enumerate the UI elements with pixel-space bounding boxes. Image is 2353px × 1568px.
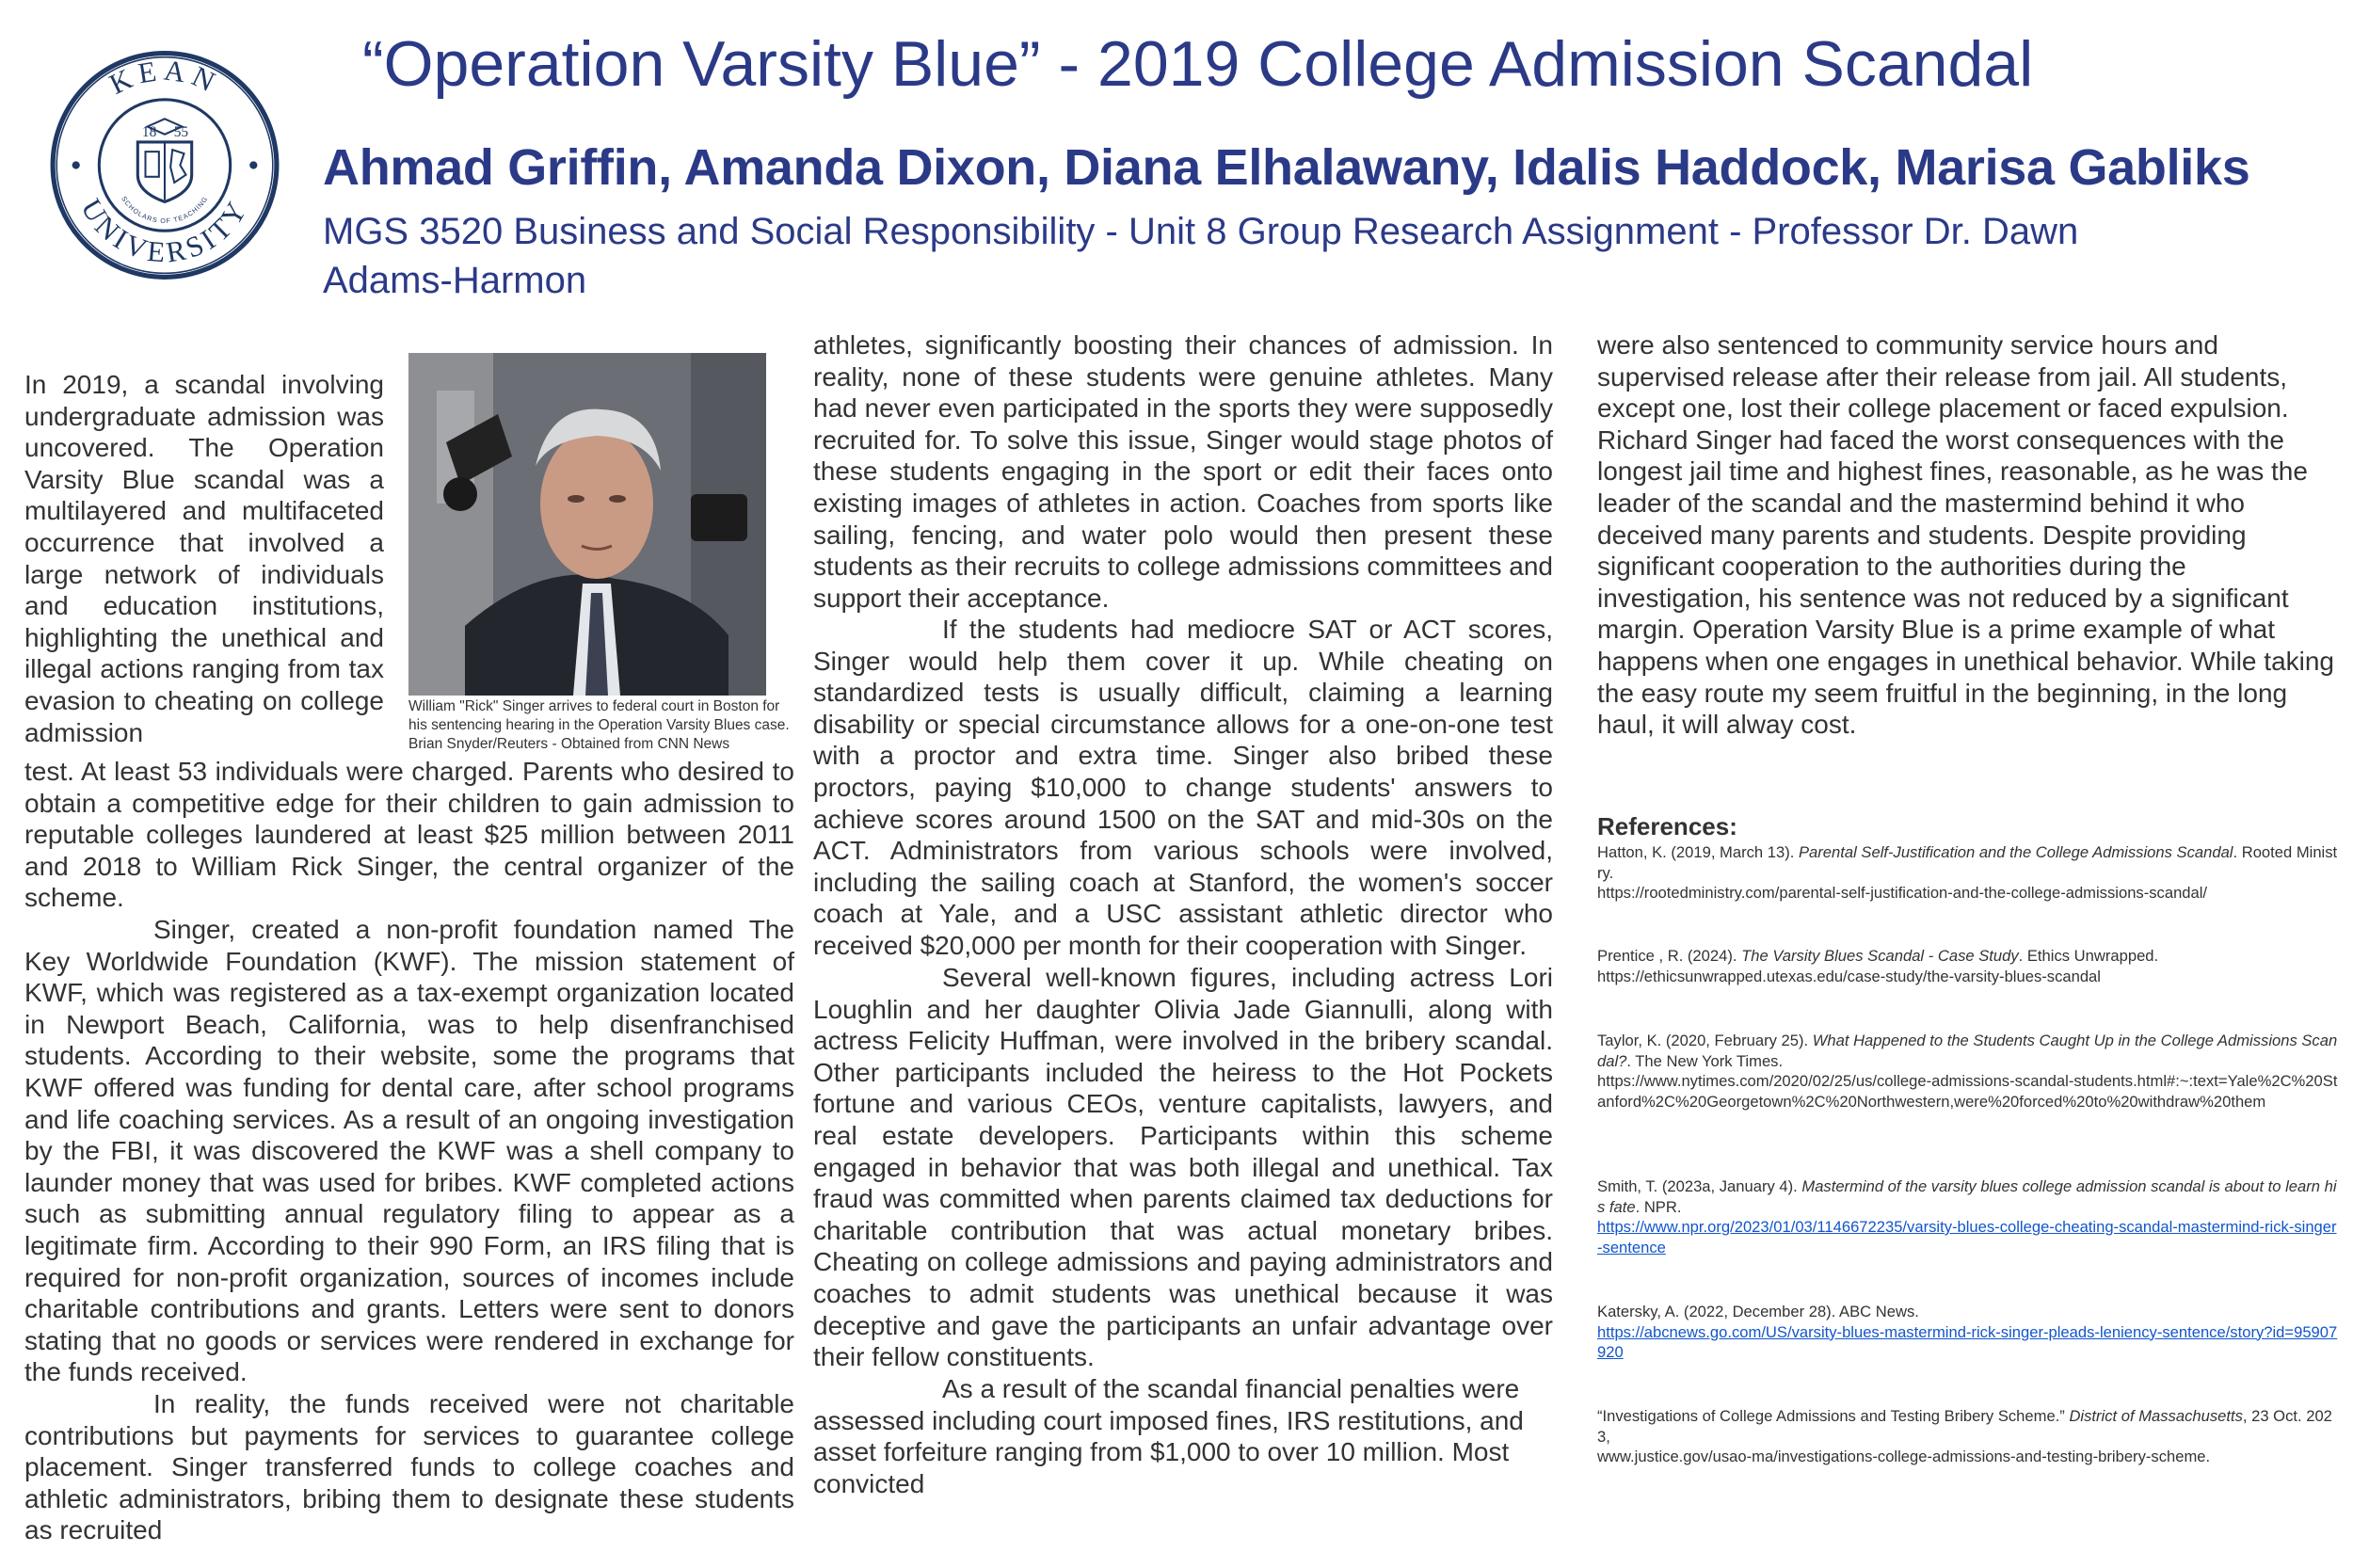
- col1-paragraph-2: Singer, created a non-profit foundation named The Key Worldwide Foundation (KWF). The mission statement of KWF, which was registered as a tax-exempt organization located in Newport Beach, California, was to help disenfranchised students. According to their website, some the programs that KWF offered was funding for dental care, after school programs and life coaching services. As a result of an ongoing investigation by the FBI, it was discovered the KWF was a shell company to launder money that was used for bribes. KWF completed actions such as submitting annual regulatory filing to appear as a legitimate firm. According to their 990 Form, an IRS filing that is required for non-profit organization, sources of incomes include charitable contributions and grants. Letters were sent to donors stating that no goods or services were rendered in exchange for the funds received.: [24, 915, 794, 1387]
- col3-paragraph-1: were also sentenced to community service hours and supervised release after their release from jail. All students, except one, lost their college placement or faced expulsion. Richard Singer had faced the worst consequences with the longest jail time and highest fines, reasonable, as he was the leader of the scandal and the mastermind behind it who deceived many parents and students. Despite providing significant cooperation to the authorities during the investigation, his sentence was not reduced by a significant margin. Operation Varsity Blue is a prime example of what happens when one engages in unethical behavior. While taking the easy route my seem fruitful in the beginning, in the long haul, it will alway cost.: [1597, 330, 2335, 740]
- reference-item-katersky: Katersky, A. (2022, December 28). ABC News. https://abcnews.go.com/US/varsity-blues-mastermind-rick-singer-pleads-leniency-sentence/story?id=95907920: [1597, 1303, 2338, 1361]
- reference-item-prentice: Prentice , R. (2024). The Varsity Blues Scandal - Case Study. Ethics Unwrapped. https://ethicsunwrapped.utexas.edu/case-study/the-varsity-blues-scandal: [1597, 947, 2159, 985]
- reference-url: https://www.nytimes.com/2020/02/25/us/college-admissions-scandal-students.html#:~:text=Yale%2C%20Stanford%2C%20Georgetown%2C%20Northwestern,were%20forced%20to%20withdraw%20them: [1597, 1072, 2338, 1111]
- logo-inner-text: SCHOLARS OF TEACHING: [120, 195, 210, 226]
- col1-paragraph-1-continued: test. At least 53 individuals were charged. Parents who desired to obtain a competitive edge for their children to gain admission to reputable colleges laundered at least $25 million between 2011 and 2018 to William Rick Singer, the central organizer of the scheme.: [24, 757, 794, 913]
- logo-year-left: 18: [141, 123, 157, 140]
- col2-paragraph-4: As a result of the scandal financial penalties were assessed including court imposed fines, IRS restitutions, and asset forfeiture ranging from $1,000 to over 10 million. Most convicted: [813, 1374, 1524, 1498]
- reference-item-hatton: Hatton, K. (2019, March 13). Parental Self-Justification and the College Admissions Scandal. Rooted Ministry. https://rootedministry.com/parental-self-justification-and-the-college-admissions-scandal/: [1597, 843, 2338, 902]
- reference-item-justice-gov: “Investigations of College Admissions and Testing Bribery Scheme.” District of Massachusetts, 23 Oct. 2023, www.justice.gov/usao-ma/investigations-college-admissions-and-testing-bribery-scheme.: [1597, 1407, 2332, 1465]
- poster-course-line: MGS 3520 Business and Social Responsibility - Unit 8 Group Research Assignment - Professor Dr. Dawn Adams-Harmon: [323, 211, 2079, 301]
- rick-singer-court-photo: [408, 353, 766, 696]
- col1-intro-paragraph: In 2019, a scandal involving undergraduate admission was uncovered. The Operation Varsity Blue scandal was a multilayered and multifaceted occurrence that involved a large network of individuals and education institutions, highlighting the unethical and illegal actions ranging from tax evasion to cheating on college admission: [24, 370, 384, 747]
- reference-url: https://rootedministry.com/parental-self-justification-and-the-college-admissions-scandal/: [1597, 884, 2208, 902]
- logo-year-right: 55: [173, 123, 189, 140]
- references-heading: References:: [1597, 812, 1737, 840]
- reference-item-taylor: Taylor, K. (2020, February 25). What Happened to the Students Caught Up in the College Admissions Scandal?. The New York Times. https://www.nytimes.com/2020/02/25/us/college-admissions-scandal-students.html#:~:text=Yale%2C%20Stanford%2C%20Georgetown%2C%20Northwestern,were%20forced%20to%20withdraw%20them: [1597, 1032, 2338, 1111]
- reference-link-abc-news[interactable]: https://abcnews.go.com/US/varsity-blues-mastermind-rick-singer-pleads-leniency-sentence/story?id=95907920: [1597, 1322, 2338, 1361]
- poster-authors: Ahmad Griffin, Amanda Dixon, Diana Elhalawany, Idalis Haddock, Marisa Gabliks: [323, 139, 2250, 196]
- reference-link-npr[interactable]: https://www.npr.org/2023/01/03/1146672235/varsity-blues-college-cheating-scandal-mastermind-rick-singer-sentence: [1597, 1218, 2337, 1256]
- photo-caption: William "Rick" Singer arrives to federal court in Boston for his sentencing hearing in the Operation Varsity Blues case. Brian Snyder/Reuters - Obtained from CNN News: [408, 698, 790, 752]
- col2-paragraph-2: If the students had mediocre SAT or ACT scores, Singer would help them cover it up. While cheating on standardized tests is usually difficult, claiming a learning disability or special circumstance allows for a one-on-one test with a proctor and extra time. Singer also bribed these proctors, paying $10,000 to change students' answers to achieve scores around 1500 on the SAT and mid-30s on the ACT. Administrators from various schools were involved, including the sailing coach at Stanford, the women's soccer coach at Yale, and a USC assistant athletic director who received $20,000 per month for their cooperation with Singer.: [813, 615, 1553, 960]
- kean-university-seal-logo: [49, 31, 280, 299]
- reference-item-smith: Smith, T. (2023a, January 4). Mastermind of the varsity blues college admission scandal is about to learn his fate. NPR. https://www.npr.org/2023/01/03/1146672235/varsity-blues-college-cheating-scandal-mastermind-rick-singer-sentence: [1597, 1177, 2337, 1256]
- logo-top-text: KEAN: [104, 54, 226, 101]
- reference-url: https://ethicsunwrapped.utexas.edu/case-study/the-varsity-blues-scandal: [1597, 967, 2101, 985]
- poster-title: “Operation Varsity Blue” - 2019 College Admission Scandal: [362, 28, 2034, 100]
- col2-paragraph-1: athletes, significantly boosting their chances of admission. In reality, none of these students were genuine athletes. Many had never even participated in the sports they were supposedly recruited for. To solve this issue, Singer would stage photos of these students engaging in the sport or edit their faces onto existing images of athletes in action. Coaches from sports like sailing, fencing, and water polo would then present these students as their recruits to college admissions committees and support their acceptance.: [813, 330, 1553, 613]
- col1-paragraph-3: In reality, the funds received were not charitable contributions but payments for services to guarantee college placement. Singer transferred funds to college coaches and athletic administrators, bribing them to designate these students as recruited: [24, 1389, 794, 1545]
- reference-url: www.justice.gov/usao-ma/investigations-college-admissions-and-testing-bribery-scheme.: [1597, 1448, 2211, 1465]
- logo-bottom-text: UNIVERSITY: [74, 193, 255, 269]
- col2-paragraph-3: Several well-known figures, including actress Lori Loughlin and her daughter Olivia Jade Giannulli, along with actress Felicity Huffman, were involved in the bribery scandal. Other participants included the heiress to the Hot Pockets fortune and various CEOs, venture capitalists, lawyers, and real estate developers. Participants within this scheme engaged in behavior that was both illegal and unethical. Tax fraud was committed when parents claimed tax deductions for charitable contribution that was actual monetary bribes. Cheating on college admissions and paying administrators and coaches to admit students was unethical because it was deceptive and gave the participants an unfair advantage over their fellow constituents.: [813, 963, 1553, 1372]
